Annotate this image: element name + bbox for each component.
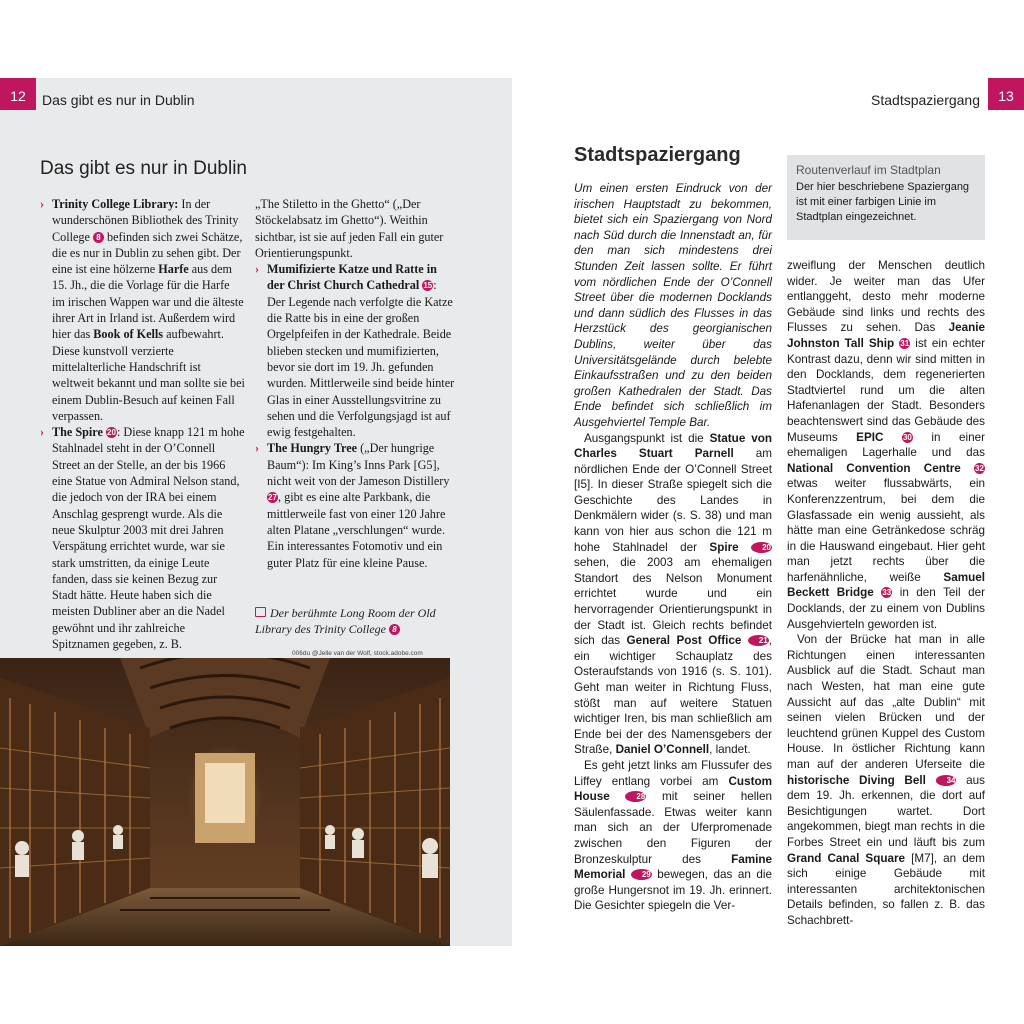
- body-paragraph: zweiflung der Menschen deutlich wider. Je weiter man das Ufer entlanggeht, desto mehr moderne Gebäude sind links und rechts des Flusses zu sehen. Das Jeanie Johnston Tall Ship 31 ist ein echter Kontrast dazu, denn wir sind mitten in den Docklands, dem regenerierten Stadtviertel rund um die alten Hafenanlagen der Stadt. Besonders beachtenswert sind das Gebäude des Museums EPIC 30 in einer ehemaligen Lagerhalle und das National Convention Centre 32 etwas weiter flussabwärts, ein Konferenzzentrum, bei dem die Glasfassade ein wenig aussieht, als hätte man eine Getränkedose schräg in die Hauswand eingebaut. Hier geht man jetzt rechts über die harfenähnliche, weiße Samuel Beckett Bridge 33 in den Teil der Docklands, der zu einem von Dublins Ausgehvierteln geworden ist.: [787, 259, 986, 631]
- map-marker-badge: 31: [900, 338, 910, 348]
- running-head: Stadtspaziergang: [871, 92, 980, 108]
- map-marker-badge: 32: [975, 463, 984, 473]
- map-marker-badge: 20: [751, 542, 772, 553]
- map-marker-badge: 8: [93, 232, 104, 243]
- left-page: [0, 78, 512, 946]
- bullet-icon: ›: [255, 262, 260, 277]
- list-item: › The Spire 20: Diese knapp 121 m hohe Stahlnadel steht in der O’Connell Street an der Stelle, an der bis 1966 eine Statue von Admiral Nelson stand, die jedoch von der IRA bei einem Anschlag gesprengt wurde. Als die neue Skulptur 2003 mit drei Jahren Verspätung errichtet wurde, war sie stark umstritten, da einige Leute fanden, dass sie keinen Bezug zur Stadt hätte. Heute haben sich die meisten Dubliner aber an die Nadel gewöhnt und ihr zahlreiche Spitznamen gegeben, z. B.: [40, 425, 245, 652]
- info-box: [787, 155, 985, 240]
- bullet-icon: ›: [40, 425, 45, 440]
- long-room-photo: [0, 658, 450, 946]
- running-head: Das gibt es nur in Dublin: [42, 92, 195, 108]
- map-marker-badge: 8: [389, 624, 400, 635]
- info-box-body: Der hier beschriebene Spaziergang ist mit einer farbigen Linie im Stadtplan eingezeichnet.: [796, 181, 970, 223]
- photo-credit: 006du @Jelle van der Wolf, stock.adobe.com: [292, 650, 423, 657]
- map-marker-badge: 15: [423, 281, 433, 291]
- list-item: › Trinity College Library: In der wunderschönen Bibliothek des Trinity College 8 befinden sich zwei Schätze, die es nur in Dublin zu sehen gibt. Der eine ist eine hölzerne Harfe aus dem 15. Jh., die die Vorlage für die Harfe im irischen Wappen war und die älteste ihrer Art in Irland ist. Außerdem wird hier das Book of Kells aufbewahrt. Diese kunstvoll verzierte mittelalterliche Handschrift ist weltweit bekannt und man sollte sie bei einem Dublin-Besuch auf keinen Fall verpassen.: [40, 197, 245, 423]
- map-marker-badge: 27: [268, 493, 277, 503]
- bullet-icon: ›: [255, 441, 260, 456]
- photo-caption: Der berühmte Long Room der Old Library des Trinity College 8: [255, 606, 436, 636]
- body-paragraph: Von der Brücke hat man in alle Richtungen einen interessanten Ausblick auf die Stadt. Schaut man nach Westen, hat man eine gute Aussicht auf das „alte Dublin“ mit seinen vielen Brücken und der leuchtend grünen Kuppel des Custom House. In östlicher Richtung kann man auf der anderen Uferseite die historische Diving Bell 34 aus dem 19. Jh. erkennen, die dort auf Besichtigungen wartet. Dort angekommen, biegt man rechts in die Forbes Street ein und läuft bis zum Grand Canal Square [M7], an dem sich einige Gebäude mit interessanten architektonischen Details befinden, so fallen z. B. das Schachbrett-: [787, 633, 985, 927]
- page-number: 13: [988, 78, 1024, 110]
- page-number: 12: [0, 78, 36, 110]
- map-marker-badge: 21: [748, 635, 769, 646]
- map-marker-badge: 30: [902, 432, 912, 442]
- section-title: Das gibt es nur in Dublin: [40, 158, 247, 179]
- right-page: [512, 78, 1024, 946]
- library-illustration: [0, 658, 450, 946]
- map-marker-badge: 29: [631, 869, 652, 880]
- body-paragraph: Ausgangspunkt ist die Statue von Charles Stuart Parnell am nördlichen Ende der O’Connell Street [I5]. In dieser Straße spiegelt sich die Geschichte des Landes in Denkmälern wider (s. S. 38) und man kann von hier aus schon die 121 m hohe Stahlnadel der Spire 20 sehen, die 2003 am ehemaligen Standort des Nelson Monument errichtet wurde und ein hervorragender Orientierungspunkt in der Stadt ist. Gleich rechts befindet sich das General Post Office 21, ein wichtiger Schauplatz des Osteraufstands von 1916 (s. S. 101). Geht man weiter in Richtung Fluss, stößt man auf weitere Statuen wichtiger Iren, bis man schließlich am Ende bei der des Namensgebers der Straße, Daniel O’Connell, landet.: [574, 431, 773, 757]
- section-title: Stadtspaziergang: [574, 144, 741, 166]
- list-item: › The Hungry Tree („Der hungrige Baum“): Im King’s Inns Park [G5], nicht weit von der Jameson Distillery 27, gibt es eine alte Parkbank, die mittlerweile fast von einer 120 Jahre alten Platane „verschlungen“ wurde. Ein interessantes Fotomotiv und ein guter Platz für eine kleine Pause.: [255, 441, 450, 570]
- right-column-2: [787, 258, 985, 929]
- intro-paragraph: Um einen ersten Eindruck von der irischen Hauptstadt zu bekommen, bietet sich ein Spaziergang von Nord nach Süd durch die Innenstadt an, für den man sich mindestens drei Stunden Zeit lassen sollte. Er führt vom nördlichen Ende der O’Connell Street über die modernen Docklands und dann südlich des Flusses in das Herzstück des georgianischen Dublins, weiter über das Universitätsgelände durch belebte Einkaufsstraßen und zu den beiden großen Kathedralen der Stadt. Das Ende befindet sich schließlich im Ausgehviertel Temple Bar.: [574, 182, 772, 429]
- map-marker-badge: 20: [107, 428, 116, 438]
- map-marker-badge: 33: [882, 588, 892, 598]
- body-paragraph: Es geht jetzt links am Flussufer des Liffey entlang vorbei am Custom House 28 mit seiner hellen Säulenfassade. Etwas weiter kann man sich an der Uferpromenade zwischen den Figuren der Bronzeskulptur des Famine Memorial 29 bewegen, das an die große Hungersnot im 19. Jh. erinnert. Die Gesichter spiegeln die Ver-: [574, 758, 772, 913]
- left-column-2: [255, 196, 455, 571]
- right-column-1: [574, 181, 772, 914]
- list-item-continued: „The Stiletto in the Ghetto“ („Der Stöckelabsatz im Ghetto“). Weithin sichtbar, ist sie auf jeden Fall ein guter Orientierungspunkt.: [255, 197, 444, 260]
- info-box-title: Routenverlauf im Stadtplan: [796, 163, 941, 177]
- left-column-1: [40, 196, 245, 652]
- map-marker-badge: 28: [625, 791, 646, 802]
- list-item: › Mumifizierte Katze und Ratte in der Christ Church Cathedral 15: Der Legende nach verfolgte die Katze die Ratte bis in eine der großen Orgelpfeifen in der Kathedrale. Beide blieben stecken und mumifizierten, bevor sie dort im 19. Jh. gefunden wurden. Mittlerweile sind beide hinter Glas in einer Ausstellungsvitrine zu sehen und die Verfolgungsjagd ist auf ewig festgehalten.: [255, 262, 455, 440]
- photo-icon: [255, 607, 266, 617]
- map-marker-badge: 34: [936, 775, 957, 786]
- bullet-icon: ›: [40, 197, 45, 211]
